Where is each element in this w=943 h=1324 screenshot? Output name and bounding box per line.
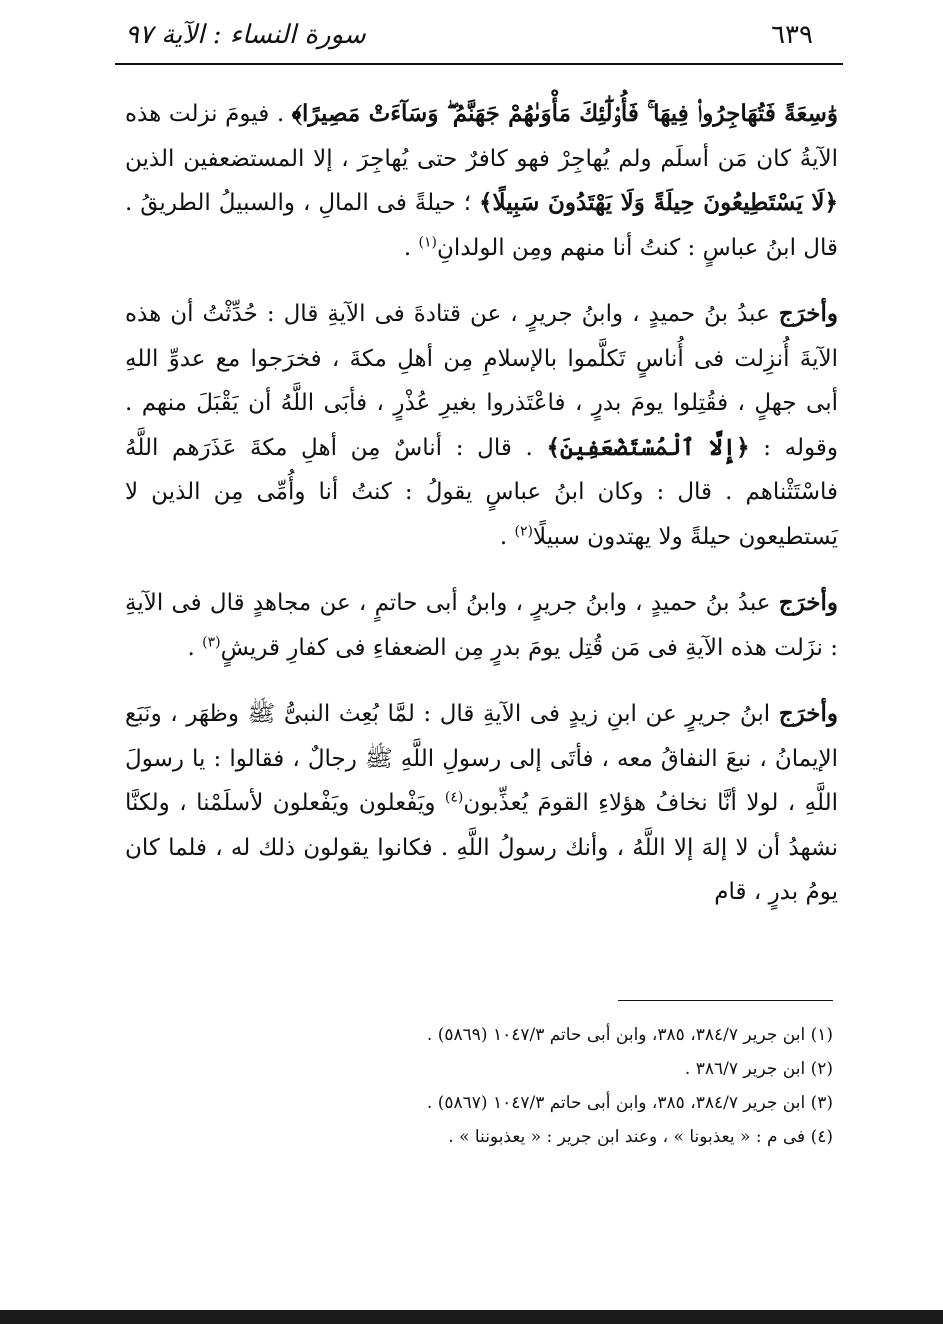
paragraph-text: ؛ حيلةً فى المالِ ، والسبيلُ الطريقُ . قال ابنُ عباسٍ : كنتُ أنا منهم ومِن الولدانِ: [125, 190, 838, 261]
paragraph-text: . فيومَ نزلت هذه الآيةُ كان مَن أسلَم ولم يُهاجِرْ فهو كافرٌ حتى يُهاجِرَ ، إلا المستضعفين الذين: [125, 101, 838, 172]
paragraph-lead: وأخرَج: [778, 300, 838, 327]
footnote-1: (١) ابن جرير ٣٨٤/٧، ٣٨٥، وابن أبى حاتم ١٠٤٧/٣ (٥٨٦٩) .: [426, 1025, 833, 1045]
footnote-rule: [618, 1000, 833, 1001]
footnotes: [160, 1018, 833, 1154]
footnote-marker: (٢): [514, 522, 533, 539]
scan-edge-bar: [0, 1310, 943, 1324]
paragraph-end: .: [187, 634, 203, 661]
quran-verse: ﴿إِلَّا ٱلْمُسْتَضْعَفِينَ﴾: [546, 433, 750, 461]
paragraph-end: .: [499, 523, 515, 550]
paragraph-1: [125, 92, 838, 270]
paragraph-end: .: [403, 234, 419, 261]
header-rule: [115, 63, 843, 65]
paragraph-text: . قال : أناسٌ مِن أهلِ مكةَ عَذَرَهم اللَّهُ فاسْتَثْناهم . قال : وكان ابنُ عباسٍ يقولُ : كنتُ أنا وأُمِّى مِن الذين لا يَستطيعون حيلةً ولا يهتدون سبيلًا: [125, 434, 838, 550]
page-header: [125, 18, 813, 58]
paragraph-text: ابنُ جريرٍ عن ابنِ زيدٍ فى الآيةِ قال : لمَّا بُعِث النبىُّ ﷺ وظهَر ، ونَبَع الإيمانُ ، نبعَ النفاقُ معه ، فأتَى إلى رسولِ اللَّهِ ﷺ رجالٌ ، فقالوا : يا رسولَ اللَّهِ ، لولا أنَّا نخافُ هؤلاءِ القومَ يُعذِّبون: [125, 701, 838, 816]
footnote-2: (٢) ابن جرير ٣٨٦/٧ .: [684, 1059, 833, 1079]
body-text: [125, 92, 838, 915]
paragraph-lead: وأخرَج: [778, 589, 838, 616]
running-title: سورة النساء : الآية ٩٧: [125, 20, 366, 50]
footnote-marker: (١): [418, 233, 437, 250]
footnote-marker: (٤): [444, 789, 464, 806]
page-number: ٦٣٩: [771, 20, 813, 50]
paragraph-3: [125, 581, 838, 670]
paragraph-4: [125, 692, 838, 915]
paragraph-lead: وأخرَج: [778, 700, 838, 727]
paragraph-text: عبدُ بنُ حميدٍ ، وابنُ جريرٍ ، عن قتادةَ فى الآيةِ قال : حُدِّثْتُ أن هذه الآيةَ أُنزِلت فى أُناسٍ تَكلَّموا بالإسلامِ مِن أهلِ مكةَ ، فخرَجوا مع عدوِّ اللهِ أبى جهلٍ ، فقُتِلوا يومَ بدرٍ ، فاعْتَذروا بغيرِ عُذْرٍ ، فأبَى اللَّهُ أن يَقْبَلَ منهم . وقوله :: [125, 301, 838, 461]
paragraph-2: [125, 292, 838, 559]
quran-verse: وَٰسِعَةً فَتُهَاجِرُوا۟ فِيهَا ۚ فَأُو۟لَٰٓئِكَ مَأْوَىٰهُمْ جَهَنَّمُ ۖ وَسَآءَتْ مَصِيرًا﴾: [291, 100, 838, 127]
footnote-marker: (٣): [202, 633, 221, 650]
footnote-4: (٤) فى م : « يعذبونا » ، وعند ابن جرير : « يعذبوننا » .: [448, 1127, 833, 1147]
quran-verse: ﴿لَا يَسْتَطِيعُونَ حِيلَةً وَلَا يَهْتَدُونَ سَبِيلًا﴾: [479, 189, 838, 216]
footnote-3: (٣) ابن جرير ٣٨٤/٧، ٣٨٥، وابن أبى حاتم ١٠٤٧/٣ (٥٨٦٧) .: [426, 1093, 833, 1113]
paragraph-text: ويَفْعلون ويَفْعلون لأسلَمْنا ، ولكنَّا نشهدُ أن لا إلهَ إلا اللَّهُ ، وأنك رسولُ اللَّهِ . فكانوا يقولون ذلك له ، فلما كان يومُ بدرٍ ، قام: [125, 790, 838, 905]
paragraph-text: عبدُ بنُ حميدٍ ، وابنُ جريرٍ ، وابنُ أبى حاتمٍ ، عن مجاهدٍ قال فى الآيةِ : نزَلت هذه الآيةِ فى مَن قُتِل يومَ بدرٍ مِن الضعفاءِ فى كفارِ قريشٍ: [125, 590, 838, 661]
